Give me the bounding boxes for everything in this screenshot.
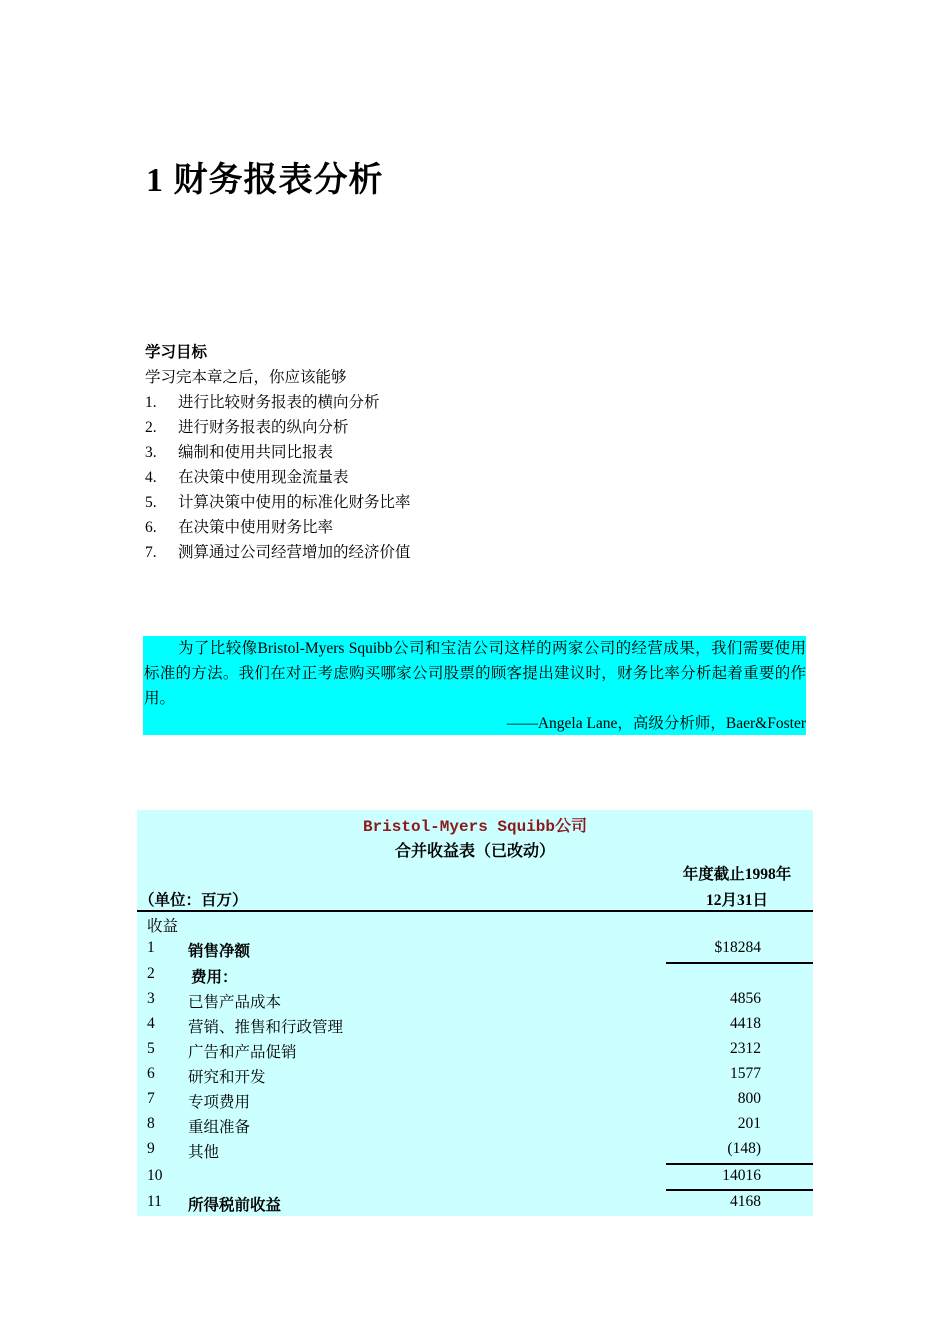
header-divider [137, 910, 813, 912]
table-row [137, 1015, 813, 1040]
objective-text: 测算通过公司经营增加的经济价值 [178, 544, 411, 561]
objective-item [145, 415, 411, 440]
row-label: 费用： [191, 969, 238, 986]
row-amount: 201 [737, 1115, 761, 1132]
row-number: 9 [147, 1140, 155, 1157]
subtotal-rule [666, 1163, 813, 1165]
row-number: 6 [147, 1065, 155, 1082]
objective-number: 6. [145, 519, 157, 536]
row-number: 3 [147, 990, 155, 1007]
row-amount: 4168 [730, 1193, 761, 1210]
row-label: 专项费用 [188, 1094, 251, 1111]
table-row [137, 939, 813, 964]
table-row [137, 1065, 813, 1090]
row-number: 4 [147, 1015, 155, 1032]
row-number: 5 [147, 1040, 155, 1057]
row-number: 11 [147, 1193, 162, 1210]
objective-item [145, 465, 411, 490]
row-amount: 1577 [730, 1065, 761, 1082]
objective-number: 3. [145, 444, 157, 461]
row-label: 营销、推售和行政管理 [188, 1019, 344, 1036]
total-rule [666, 1189, 813, 1191]
objective-text: 计算决策中使用的标准化财务比率 [178, 494, 411, 511]
quote-box [143, 636, 806, 735]
objective-text: 进行比较财务报表的横向分析 [178, 394, 380, 411]
objective-text: 进行财务报表的纵向分析 [178, 419, 349, 436]
row-label: 销售净额 [188, 943, 251, 960]
income-statement-table [137, 810, 813, 1216]
period-header-line2: 12月31日 [705, 892, 768, 909]
objective-item [145, 440, 411, 465]
objectives-intro: 学习完本章之后，你应该能够 [145, 369, 347, 386]
objective-text: 在决策中使用现金流量表 [178, 469, 349, 486]
unit-label: （单位：百万） [139, 892, 248, 909]
row-amount: 2312 [730, 1040, 761, 1057]
table-row [137, 965, 813, 990]
row-number: 7 [147, 1090, 155, 1107]
table-row [137, 1193, 813, 1218]
table-row [137, 1090, 813, 1115]
subtotal-rule [666, 962, 813, 964]
objective-number: 7. [145, 544, 157, 561]
objective-number: 2. [145, 419, 157, 436]
row-label: 其他 [188, 1144, 220, 1161]
learning-objectives [145, 340, 411, 565]
section-label: 收益 [147, 918, 179, 935]
objective-item [145, 390, 411, 415]
row-amount: $18284 [714, 939, 761, 956]
objective-item [145, 540, 411, 565]
objective-number: 4. [145, 469, 157, 486]
objective-number: 5. [145, 494, 157, 511]
objectives-heading: 学习目标 [145, 344, 208, 361]
quote-source: ——Angela Lane，高级分析师，Baer&Foster [506, 715, 806, 732]
row-label: 所得税前收益 [188, 1197, 282, 1214]
row-number: 10 [147, 1167, 163, 1184]
table-row [137, 1140, 813, 1165]
row-amount: (148) [727, 1140, 761, 1157]
table-row [137, 1115, 813, 1140]
table-row [137, 1040, 813, 1065]
statement-title: 合并收益表（已改动） [394, 843, 555, 860]
row-label: 已售产品成本 [188, 994, 282, 1011]
period-header-line1: 年度截止1998年 [682, 866, 792, 883]
row-number: 1 [147, 939, 155, 956]
table-row [137, 990, 813, 1015]
chapter-title: 1 财务报表分析 [146, 162, 384, 199]
row-label: 广告和产品促销 [188, 1044, 297, 1061]
objective-text: 编制和使用共同比报表 [178, 444, 334, 461]
quote-text: 为了比较像Bristol-Myers Squibb公司和宝洁公司这样的两家公司的经营成果，我们需要使用标准的方法。我们在对正考虑购买哪家公司股票的顾客提出建议时，财务比率分析起着重要的作用。 [144, 640, 806, 707]
objective-item [145, 515, 411, 540]
row-amount: 4418 [730, 1015, 761, 1032]
row-label: 研究和开发 [188, 1069, 266, 1086]
row-number: 2 [147, 965, 155, 982]
row-number: 8 [147, 1115, 155, 1132]
row-amount: 14016 [722, 1167, 761, 1184]
objective-item [145, 490, 411, 515]
row-amount: 800 [737, 1090, 761, 1107]
row-label: 重组准备 [188, 1119, 251, 1136]
row-amount: 4856 [730, 990, 761, 1007]
objective-number: 1. [145, 394, 157, 411]
company-name: Bristol-Myers Squibb公司 [362, 818, 588, 836]
objective-text: 在决策中使用财务比率 [178, 519, 334, 536]
